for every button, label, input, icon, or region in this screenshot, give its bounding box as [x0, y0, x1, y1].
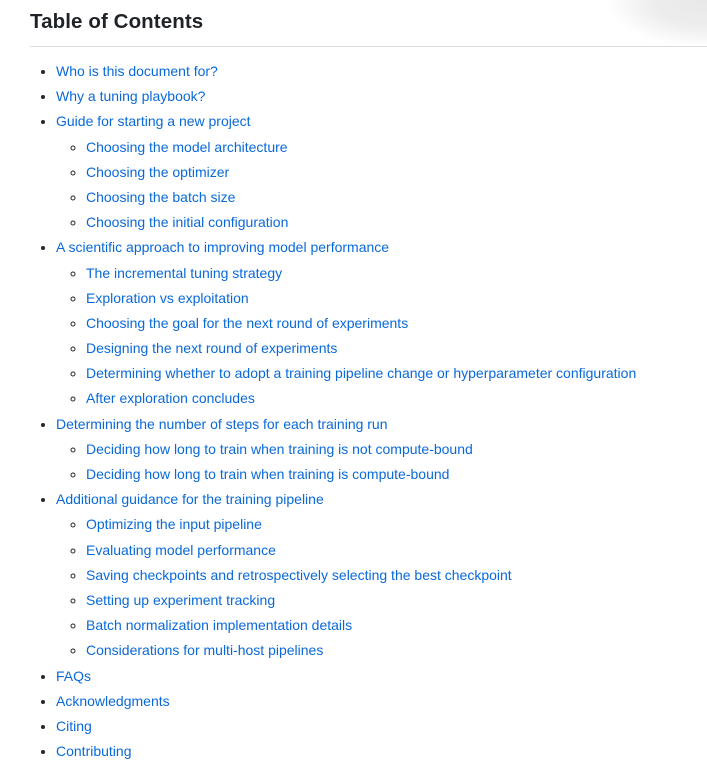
toc-item [56, 111, 707, 233]
toc-link[interactable]: Saving checkpoints and retrospectively selecting the best checkpoint [86, 566, 512, 583]
toc-link[interactable]: Optimizing the input pipeline [86, 516, 262, 533]
toc-subitem [86, 388, 707, 409]
toc-sublist [56, 514, 707, 661]
toc-link[interactable]: Choosing the initial configuration [86, 214, 289, 231]
toc-item [56, 414, 707, 485]
toc-subitem [86, 514, 707, 535]
toc-link[interactable]: Who is this document for? [56, 63, 218, 79]
toc-subitem [86, 640, 707, 661]
toc-link[interactable]: Contributing [56, 743, 132, 760]
toc-link[interactable]: FAQs [56, 667, 92, 684]
toc-subitem [86, 187, 707, 208]
toc-link[interactable]: Citing [56, 717, 92, 734]
toc-item [56, 741, 707, 762]
toc-link[interactable]: Additional guidance for the training pipeline [56, 491, 324, 508]
page-title: Table of Contents [30, 8, 707, 47]
toc-link[interactable]: Exploration vs exploitation [86, 289, 249, 306]
toc-subitem [86, 363, 707, 384]
toc-link[interactable]: Deciding how long to train when training is compute-bound [86, 466, 450, 482]
toc-link[interactable]: Deciding how long to train when training is not compute-bound [86, 440, 473, 457]
toc-link[interactable]: Batch normalization implementation details [86, 617, 353, 634]
toc-subitem [86, 212, 707, 233]
toc-link[interactable]: Why a tuning playbook? [56, 88, 206, 105]
toc-link[interactable]: Evaluating model performance [86, 541, 276, 558]
toc-link[interactable]: After exploration concludes [86, 390, 255, 407]
toc-link[interactable]: Choosing the optimizer [86, 163, 230, 180]
toc-list [30, 61, 707, 762]
toc-subitem [86, 263, 707, 284]
toc-link[interactable]: Choosing the model architecture [86, 138, 288, 155]
toc-item [56, 61, 707, 82]
toc-subitem [86, 540, 707, 561]
toc-item [56, 489, 707, 661]
toc-item [56, 237, 707, 409]
toc-subitem [86, 615, 707, 636]
toc-sublist [56, 263, 707, 410]
toc-link[interactable]: The incremental tuning strategy [86, 264, 283, 281]
toc-item [56, 691, 707, 712]
toc-subitem [86, 464, 707, 485]
toc-sublist [56, 137, 707, 234]
toc-sublist [56, 439, 707, 485]
toc-subitem [86, 313, 707, 334]
toc-link[interactable]: Setting up experiment tracking [86, 591, 276, 608]
toc-subitem [86, 590, 707, 611]
toc-subitem [86, 439, 707, 460]
toc-subitem [86, 137, 707, 158]
toc-link[interactable]: Choosing the batch size [86, 188, 236, 205]
toc-item [56, 666, 707, 687]
toc-item [56, 86, 707, 107]
toc-subitem [86, 162, 707, 183]
toc-subitem [86, 565, 707, 586]
toc-link[interactable]: A scientific approach to improving model performance [56, 239, 390, 256]
toc-link[interactable]: Choosing the goal for the next round of experiments [86, 314, 409, 331]
toc-link[interactable]: Determining whether to adopt a training pipeline change or hyperparameter configuration [86, 365, 637, 382]
toc-link[interactable]: Designing the next round of experiments [86, 340, 338, 357]
toc-link[interactable]: Considerations for multi-host pipelines [86, 642, 324, 659]
toc-link[interactable]: Guide for starting a new project [56, 113, 251, 130]
toc-item [56, 716, 707, 737]
toc-link[interactable]: Determining the number of steps for each training run [56, 415, 388, 432]
toc-subitem [86, 338, 707, 359]
toc-subitem [86, 288, 707, 309]
toc-link[interactable]: Acknowledgments [56, 692, 170, 709]
